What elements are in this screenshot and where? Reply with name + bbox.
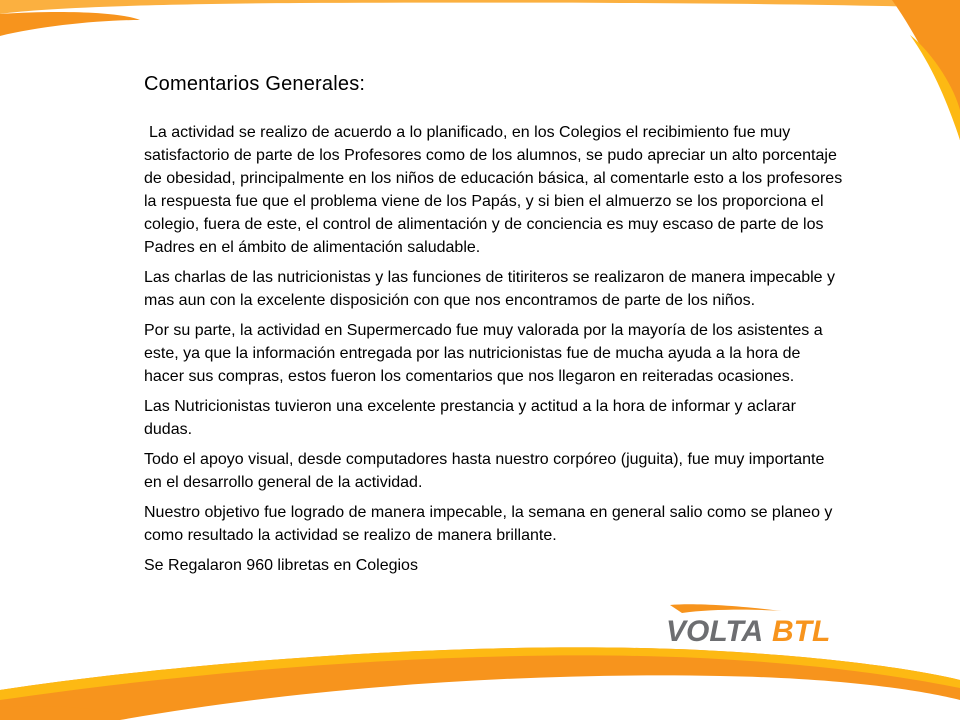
paragraph-notebooks-given: Se Regalaron 960 libretas en Colegios	[144, 557, 418, 574]
paragraph-objective-achieved: Nuestro objetivo fue logrado de manera impecable, la semana en general salio como se planeo y como resultado la actividad se realizo de manera brillante.	[144, 504, 833, 544]
logo-swoosh-mark	[670, 604, 782, 613]
page-title: Comentarios Generales:	[144, 73, 366, 95]
logo-btl-text: BTL	[772, 615, 831, 648]
swoosh-top-left-wave	[0, 12, 140, 36]
swoosh-top-band	[0, 0, 960, 14]
paragraph-activity-summary: La actividad se realizo de acuerdo a lo planificado, en los Colegios el recibimiento fue muy satisfactorio de parte de los Profesores como de los alumnos, se pudo apreciar un alto porcentaje de obesidad, principalmente en los niños de educación básica, al comentarle esto a los profesores la respuesta fue que el problema viene de los Papás, y si bien el almuerzo se los proporciona el colegio, fuera de este, el control de alimentación y de conciencia es muy escaso de parte de los Padres en el ámbito de alimentación saludable.	[144, 124, 843, 256]
paragraph-nutritionists-attitude: Las Nutricionistas tuvieron una excelente prestancia y actitud a la hora de informar y aclarar dudas.	[144, 398, 796, 438]
paragraph-supermarket-activity: Por su parte, la actividad en Supermercado fue muy valorada por la mayoría de los asistentes a este, ya que la información entregada por las nutricionistas fue de mucha ayuda a la hora de hacer sus compras, estos fueron los comentarios que nos llegaron en reiteradas ocasiones.	[144, 322, 823, 385]
paragraph-visual-support: Todo el apoyo visual, desde computadores hasta nuestro corpóreo (juguita), fue muy importante en el desarrollo general de la actividad.	[144, 451, 825, 491]
voltabtl-logo	[662, 603, 842, 653]
logo-volta-text: VOLTA	[666, 615, 764, 648]
comments-body	[144, 121, 844, 584]
paragraph-nutritionist-talks: Las charlas de las nutricionistas y las funciones de titiriteros se realizaron de manera impecable y mas aun con la excelente disposición con que nos encontramos de parte de los niños.	[144, 269, 836, 309]
swoosh-top-right-curve	[892, 0, 960, 140]
